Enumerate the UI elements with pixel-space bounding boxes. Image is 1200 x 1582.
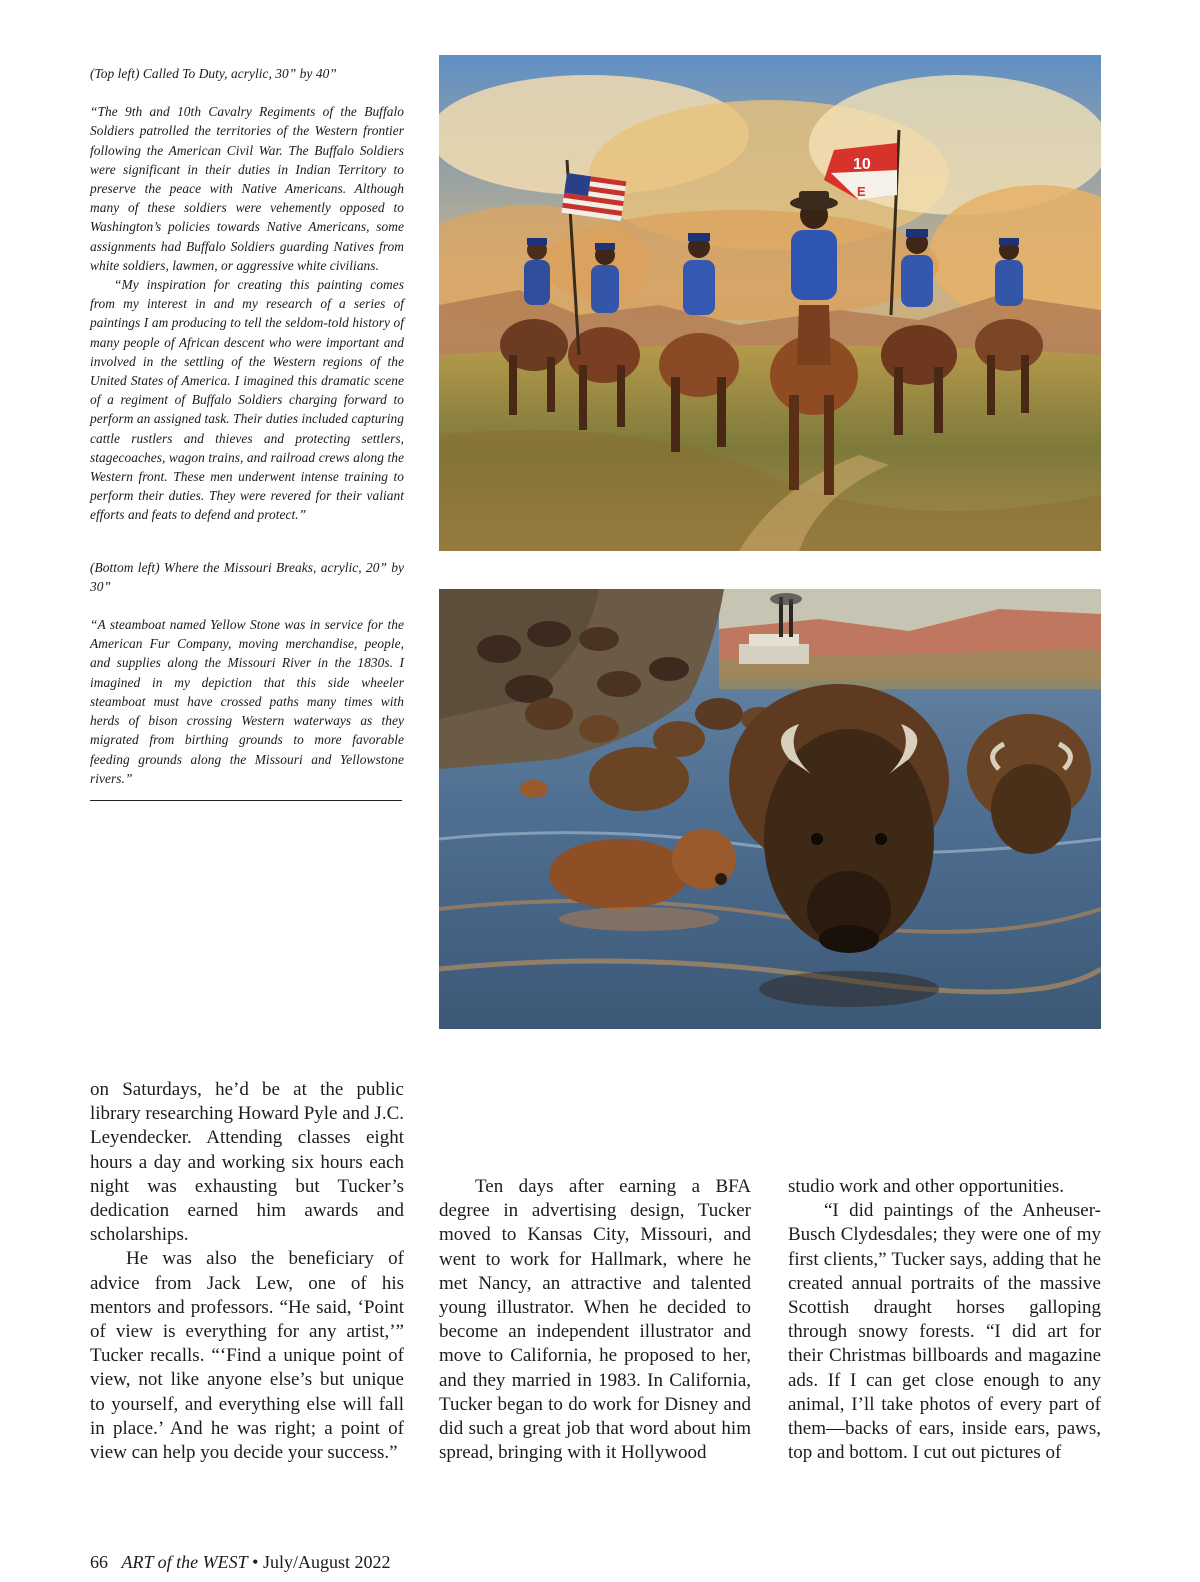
caption-divider [90,800,402,801]
page-folio [90,1552,391,1573]
article-column-left [90,1078,404,1465]
issue-date: July/August 2022 [262,1552,391,1572]
caption-top-paragraph: “The 9th and 10th Cavalry Regiments of the Buffalo Soldiers patrolled the territories of the Western frontier following the American Civil War. The Buffalo Soldiers were significant in their duties in Indian Territory to preserve the peace with Native Americans. Although many of these soldiers were vehemently opposed to Washington’s policies towards Native Americans, some assignments had Buffalo Soldiers guarding Natives from white soldiers, lawmen, or aggressive white civilians. [90,104,404,273]
painting-called-to-duty [439,55,1101,551]
caption-bottom-paragraph: “A steamboat named Yellow Stone was in service for the American Fur Company, moving merchandise, people, and supplies along the Missouri River in the 1830s. I imagined in my depiction that this side wheeler steamboat must have crossed paths many times with herds of bison crossing Western waterways as they migrated from birthing grounds to more favorable feeding grounds along the Missouri and Yellowstone rivers.” [90,617,404,786]
magazine-name: ART of the WEST [121,1552,248,1572]
article-paragraph: studio work and other opportunities. [788,1176,1064,1197]
page-number: 66 [90,1552,108,1572]
article-paragraph: He was also the beneficiary of advice from Jack Lew, one of his mentors and professors. “He said, ‘Point of view is everything for any artist,’” Tucker recalls. “‘Find a unique point of view, not like anyone else’s but unique to yourself, and everything else will fall in place.’ And he was right; a point of view can help you decide your success.” [90,1248,404,1464]
article-column-middle [439,1175,751,1465]
article-column-right [788,1175,1101,1465]
caption-bottom-title: (Bottom left) Where the Missouri Breaks, acrylic, 20” by 30” [90,559,404,594]
article-paragraph: Ten days after earning a BFA degree in advertising design, Tucker moved to Kansas City, Missouri, and went to work for Hallmark, where he met Nancy, an attractive and talented young illustrator. When he decided to become an independent illustrator and move to California, he proposed to her, and they married in 1983. In California, Tucker began to do work for Disney and did such a great job that word about him spread, bringing with it Hollywood [439,1176,751,1464]
guidon-number: 10 [853,156,871,173]
painting-where-the-missouri-breaks [439,589,1101,1029]
caption-column [90,64,404,801]
caption-top-paragraph: “My inspiration for creating this painting comes from my interest in and my research of a series of paintings I am producing to tell the seldom-told history of many people of African descent who were important and involved in the settling of the Western regions of the United States of America. I imagined this dramatic scene of a regiment of Buffalo Soldiers charging forward to perform an assigned task. Their duties included capturing cattle rustlers and thieves and protecting settlers, stagecoaches, wagon trains, and railroad crews along the Western front. These men underwent intense training to perform their duties. They were revered for their valiant efforts and feats to defend and protect.” [90,277,404,523]
article-paragraph: “I did paintings of the Anheuser-Busch Clydesdales; they were one of my first clients,” Tucker says, adding that he created annual portraits of the massive Scottish draught horses galloping through snowy forests. “I did art for their Christmas billboards and magazine ads. If I can get close enough to any animal, I’ll take photos of every part of them—backs of ears, inside ears, paws, top and bottom. I cut out pictures of [788,1200,1101,1464]
article-paragraph: on Saturdays, he’d be at the public library researching Howard Pyle and J.C. Leyendecker. Attending classes eight hours a day and working six hours each night was exhausting but Tucker’s dedication earned him awards and scholarships. [90,1079,404,1246]
guidon-letter: E [857,184,866,199]
folio-separator: • [252,1552,259,1572]
caption-top-title: (Top left) Called To Duty, acrylic, 30” by 40” [90,66,337,81]
